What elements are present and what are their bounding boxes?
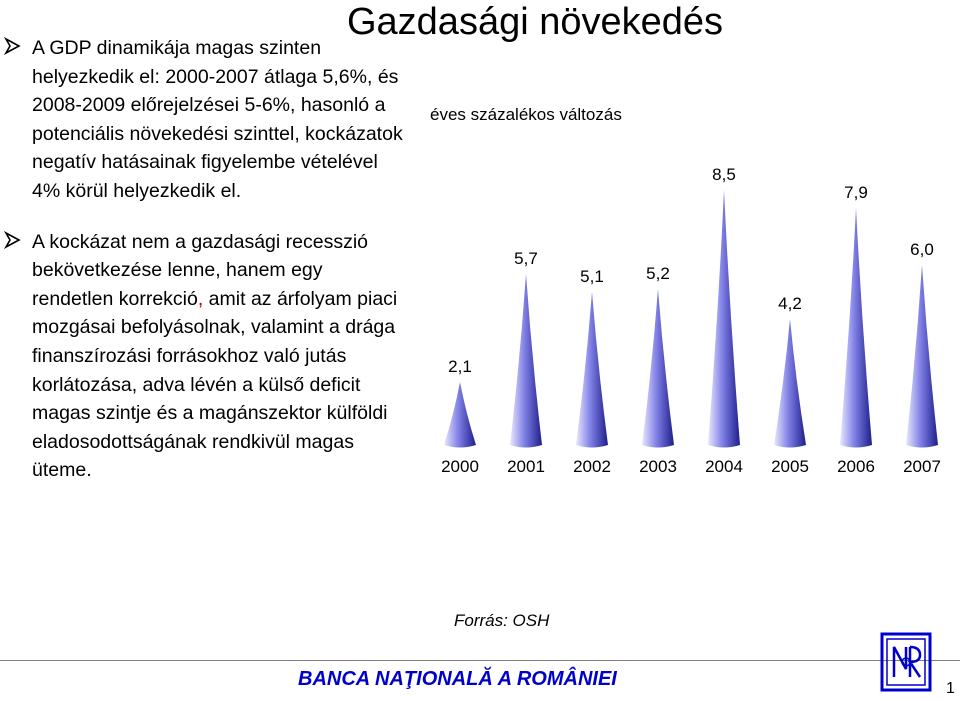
x-tick-label: 2005 xyxy=(771,457,809,476)
data-label: 4,2 xyxy=(778,294,802,313)
x-tick-label: 2002 xyxy=(573,457,611,476)
bullet-list xyxy=(4,34,404,485)
data-label: 6,0 xyxy=(910,240,934,259)
bullet-gdp-dynamics xyxy=(4,34,404,206)
x-tick-label: 2007 xyxy=(903,457,941,476)
x-tick-label: 2001 xyxy=(507,457,545,476)
cone-bar-2007 xyxy=(906,265,938,448)
bullet-text: A GDP dinamikája magas szinten helyezkedik el: 2000-2007 átlaga 5,6%, és 2008-2009 előrejelzései 5-6%, hasonló a potenciális növekedési szinttel, kockázatok negatív hatásainak figyelembe vételével 4% körül helyezkedik el. xyxy=(32,37,403,202)
x-tick-label: 2003 xyxy=(639,457,677,476)
cone-bar-2002 xyxy=(576,292,608,448)
cone-bar-2006 xyxy=(840,208,872,448)
bullet-text-part: amit az árfolyam piaci mozgásai befolyásolnak, valamint a drága finanszírozási forrásokhoz való jutás korlátozása, adva lévén a külső deficit magas szintje és a magánszektor külföldi eladosodottságának rendkivül magas üteme. xyxy=(32,287,398,482)
slide-title: Gazdasági növekedés xyxy=(346,1,724,43)
cone-bar-2001 xyxy=(510,274,542,448)
page-number: 1 xyxy=(946,680,955,697)
source-note: Forrás: OSH xyxy=(454,611,550,630)
data-label: 8,5 xyxy=(712,165,736,184)
cone-bar-2003 xyxy=(642,289,674,448)
footer-divider xyxy=(0,660,960,661)
bullet-risk xyxy=(4,228,404,485)
data-label: 5,1 xyxy=(580,267,604,286)
bank-name: BANCA NAŢIONALĂ A ROMÂNIEI xyxy=(298,668,617,690)
cone-bar-2005 xyxy=(774,319,806,448)
cone-bar-2000 xyxy=(444,382,476,448)
data-label: 5,7 xyxy=(514,249,538,268)
data-label: 7,9 xyxy=(844,183,868,202)
chart-subtitle: éves százalékos változás xyxy=(430,105,622,124)
gdp-cone-chart xyxy=(415,95,955,495)
x-tick-label: 2004 xyxy=(705,457,743,476)
data-label: 5,2 xyxy=(646,264,670,283)
x-tick-label: 2006 xyxy=(837,457,875,476)
cone-bar-2004 xyxy=(708,190,740,448)
x-tick-label: 2000 xyxy=(441,457,479,476)
bnr-monogram-logo xyxy=(876,629,936,695)
data-label: 2,1 xyxy=(448,357,472,376)
arrowhead-bullet-icon xyxy=(4,37,22,59)
bullet-text-part: A kockázat nem a gazdasági recesszió bekövetkezése lenne, hanem egy rendetlen korrekció xyxy=(32,230,369,310)
accent-comma: , xyxy=(197,287,204,310)
arrowhead-bullet-icon xyxy=(4,231,22,253)
